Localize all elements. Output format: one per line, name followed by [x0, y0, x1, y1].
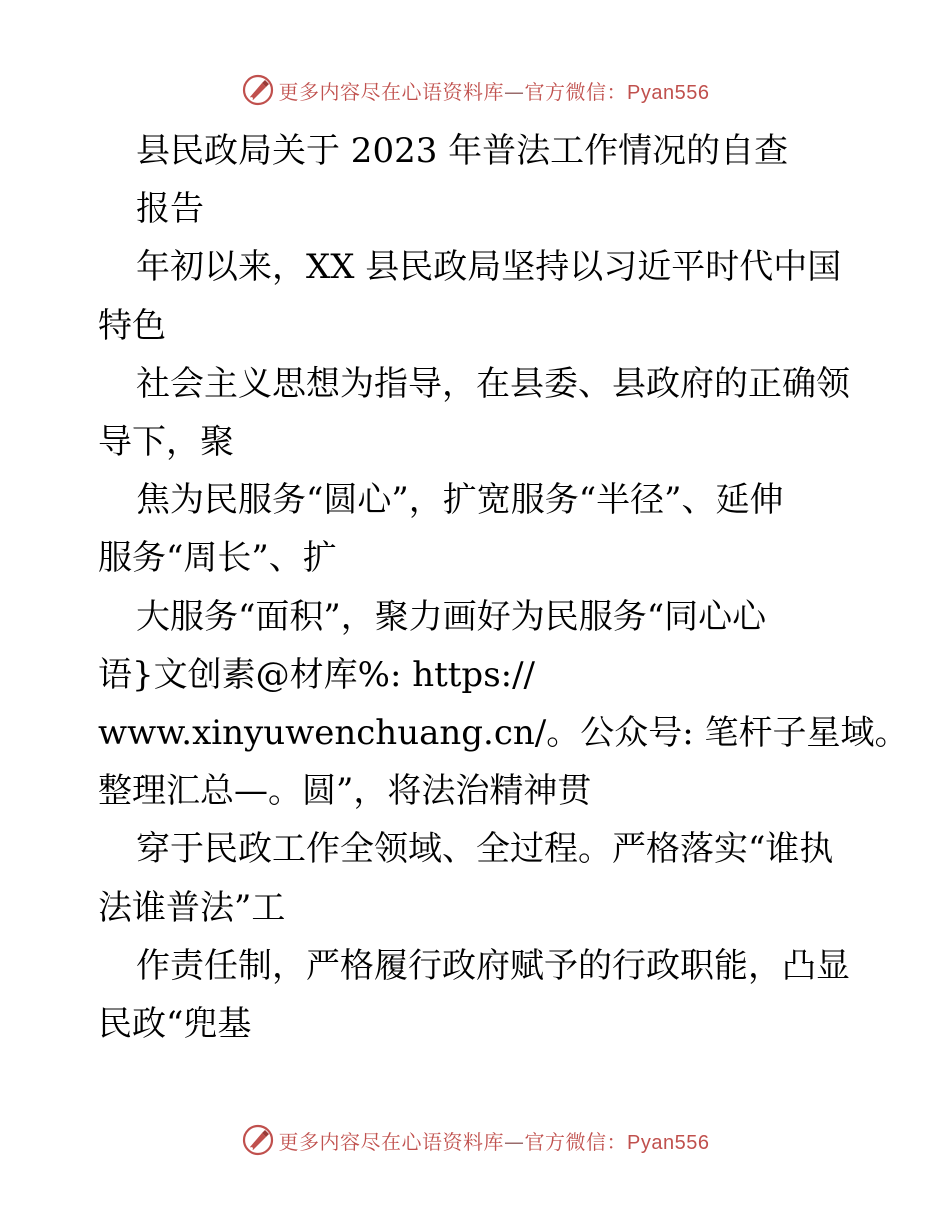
watermark-wechat-id: Pyan556: [627, 81, 710, 104]
watermark-text: [279, 76, 710, 105]
paragraph-line: 整理汇总—。圆”，将法治精神贯: [98, 771, 592, 812]
watermark-main-text: 更多内容尽在心语资料库: [278, 79, 505, 104]
paragraph-line: 年初以来，XX 县民政局坚持以习近平时代中国: [136, 247, 842, 288]
document-body: [98, 122, 909, 1053]
watermark-dash: —: [504, 79, 525, 104]
paragraph-line: 民政“兜基: [98, 1004, 252, 1045]
paragraph-line: 服务“周长”、扩: [98, 538, 337, 579]
watermark-tail-text: 官方微信：: [524, 79, 628, 104]
paragraph-line: 焦为民服务“圆心”，扩宽服务“半径”、延伸: [136, 480, 784, 521]
watermark-inner: [241, 1123, 710, 1157]
footer-watermark: [0, 1120, 950, 1160]
watermark-dash: —: [504, 1129, 525, 1154]
watermark-tail-text: 官方微信：: [524, 1129, 628, 1154]
header-watermark: [0, 70, 950, 110]
paragraph-line: 导下，聚: [98, 422, 234, 463]
watermark-inner: [241, 73, 710, 107]
paragraph-line: 语}文创素@材库%: https://: [98, 654, 536, 695]
paragraph-line: 大服务“面积”，聚力画好为民服务“同心心: [136, 596, 767, 637]
pen-nib-logo-icon: [241, 73, 275, 107]
title-line-2: 报告: [136, 189, 204, 230]
paragraph-line: 穿于民政工作全领域、全过程。严格落实“谁执: [136, 829, 834, 870]
paragraph-line: 社会主义思想为指导，在县委、县政府的正确领: [136, 363, 850, 404]
paragraph-line: 作责任制，严格履行政府赋予的行政职能，凸显: [136, 945, 850, 986]
watermark-wechat-id: Pyan556: [627, 1131, 710, 1154]
title-line-1: 县民政局关于 2023 年普法工作情况的自查: [136, 131, 789, 171]
paragraph-line: www.xinyuwenchuang.cn/。公众号: 笔杆子星域。: [98, 713, 909, 754]
watermark-main-text: 更多内容尽在心语资料库: [278, 1129, 505, 1154]
watermark-text: [279, 1126, 710, 1155]
paragraph-line: 特色: [98, 305, 166, 346]
paragraph-line: 法谁普法”工: [98, 887, 286, 928]
pen-nib-logo-icon: [241, 1123, 275, 1157]
